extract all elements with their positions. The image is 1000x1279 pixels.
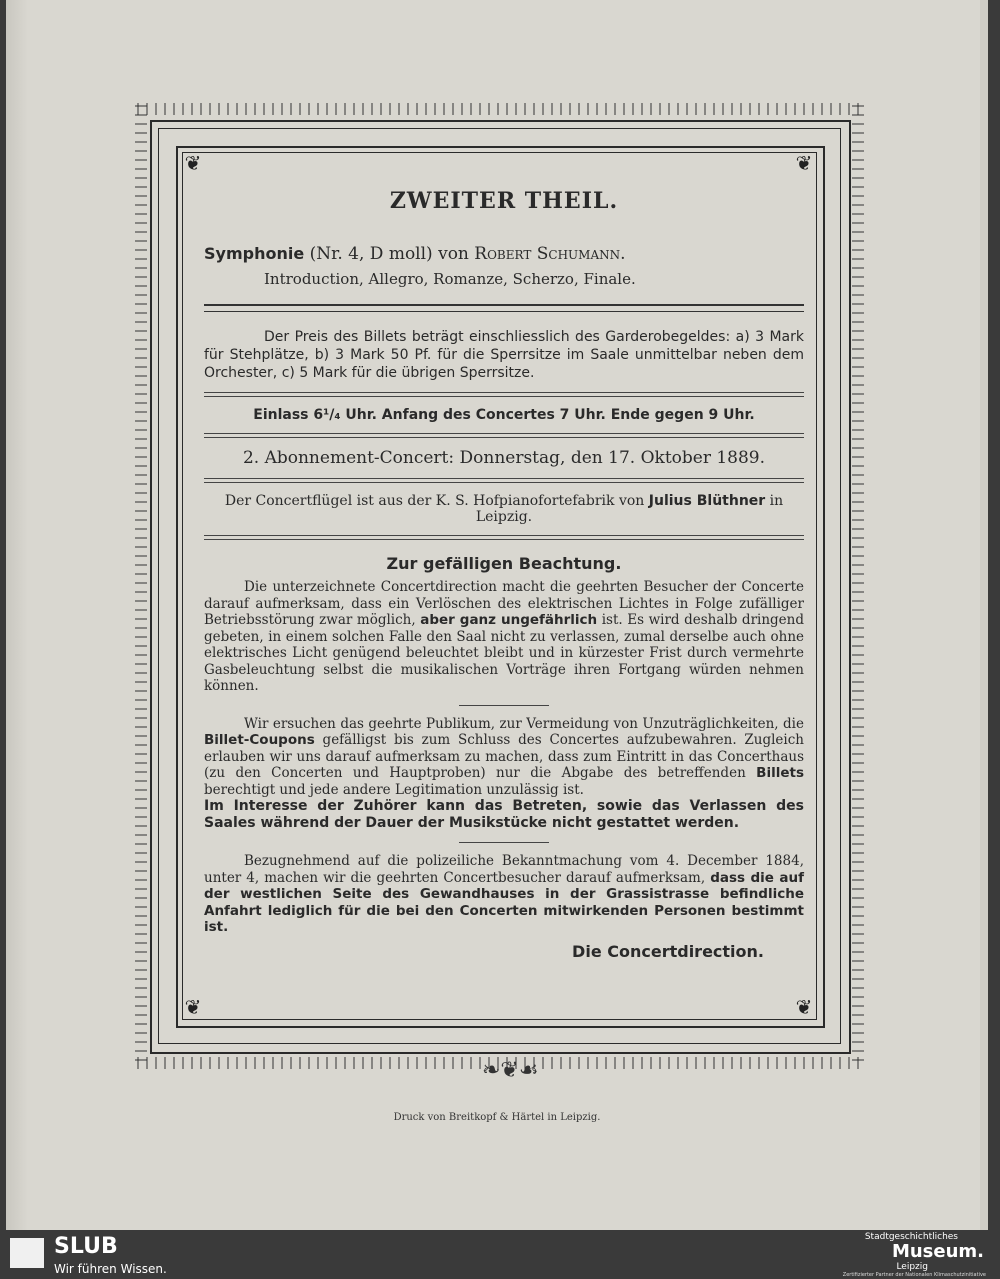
- piano-maker-name: Julius Blüthner: [648, 493, 766, 509]
- text-span: ist. Es wird deshalb dringend gebeten, in einem solchen Falle den Saal nicht zu verlassen, zumal derselbe auch ohne elektrisches Licht genügend beleuchtet bleibt und in kürzester Frist durch vermehrte Gasbeleuchtung selbst die musikalischen Vorträge ihren Fortgang würden nehmen können.: [204, 612, 804, 694]
- movements-list: Introduction, Allegro, Romanze, Scherzo, Finale.: [264, 270, 636, 288]
- corner-ornament-icon: ❦: [795, 995, 813, 1019]
- text-span: Wir ersuchen das geehrte Publikum, zur Vermeidung von Unzuträglichkeiten, die: [244, 715, 804, 732]
- corner-ornament-icon: ❦: [795, 151, 813, 175]
- notice-paragraph-coupons: [204, 716, 804, 799]
- slub-logo-icon: [10, 1238, 44, 1268]
- museum-city: Leipzig: [896, 1262, 928, 1272]
- divider: [204, 304, 804, 312]
- slub-name[interactable]: SLUB: [54, 1234, 118, 1259]
- admission-times: Einlass 6¹/₄ Uhr. Anfang des Concertes 7 Uhr. Ende gegen 9 Uhr.: [253, 407, 755, 423]
- ticket-price-text: Der Preis des Billets beträgt einschliesslich des Garderobegeldes: a) 3 Mark für Stehplätze, b) 3 Mark 50 Pf. für die Sperrsitze im Saale unmittelbar neben dem Orchester, c) 5 Mark für die übrigen Sperrsitze.: [204, 329, 804, 381]
- text-span: berechtigt und jede andere Legitimation unzulässig ist.: [204, 781, 584, 798]
- notice-paragraph-entry: Im Interesse der Zuhörer kann das Betreten, sowie das Verlassen des Saales während der Dauer der Musikstücke nicht gestattet werden.: [204, 798, 804, 831]
- document-page: [6, 0, 988, 1230]
- notice-paragraph-light: [204, 579, 804, 695]
- text-span: gefälligst bis zum Schluss des Concertes aufzubewahren. Zugleich erlauben wir uns darauf aufmerksam zu machen, dass zum Eintritt in das Concerthaus (zu den Concerten und Hauptproben) nur die Abgabe des betreffenden: [204, 732, 804, 781]
- piano-maker-post: in Leipzig.: [475, 493, 784, 525]
- corner-ornament-icon: ❦: [184, 151, 202, 175]
- signature: Die Concertdirection.: [572, 941, 764, 961]
- text-span-bold: aber ganz ungefährlich: [420, 612, 598, 628]
- notice-paragraph-driveway: [204, 853, 804, 936]
- composer-name: Robert Schumann.: [474, 244, 626, 264]
- piano-maker-line: [204, 493, 804, 525]
- divider: [204, 478, 804, 483]
- piano-maker-pre: Der Concertflügel ist aus der K. S. Hofpianofortefabrik von: [224, 493, 645, 509]
- footer-bar: [0, 1230, 1000, 1279]
- museum-partner-note: Zertifizierter Partner der Nationalen Klimaschutzinitiative: [842, 1272, 986, 1278]
- corner-ornament-icon: ❦: [184, 995, 202, 1019]
- museum-name[interactable]: Museum.: [891, 1241, 984, 1262]
- text-span-bold: Billet-Coupons: [204, 732, 315, 748]
- leaf-ornament-icon: ❧❦☙: [482, 1058, 539, 1083]
- symphony-detail: (Nr. 4, D moll) von: [309, 244, 469, 264]
- divider: [204, 433, 804, 438]
- printer-line: Druck von Breitkopf & Härtel in Leipzig.: [393, 1112, 601, 1123]
- subscription-concert-date: 2. Abonnement-Concert: Donnerstag, den 17. Oktober 1889.: [242, 448, 766, 468]
- divider: [204, 535, 804, 540]
- text-span-bold: dass die auf der westlichen Seite des Gewandhauses in der Grassistrasse befindliche Anfahrt lediglich für die bei den Concerten mitwirkenden Personen bestimmt ist.: [204, 869, 805, 935]
- frame-top-ticks: [132, 100, 867, 118]
- symphony-label: Symphonie: [204, 244, 305, 263]
- ornamental-frame: [132, 100, 867, 1083]
- symphony-line: [204, 244, 804, 264]
- short-rule: [459, 842, 549, 843]
- program-content: [204, 188, 804, 961]
- museum-label: Stadtgeschichtliches: [864, 1232, 958, 1242]
- text-span: Bezugnehmend auf die polizeiliche Bekanntmachung vom 4. December 1884, unter 4, machen wir die geehrten Concertbesucher darauf aufmerksam,: [204, 853, 804, 886]
- notice-heading: Zur gefälligen Beachtung.: [386, 554, 622, 573]
- section-title: ZWEITER THEIL.: [389, 188, 619, 214]
- short-rule: [459, 705, 549, 706]
- frame-right-ticks: [849, 100, 867, 1072]
- text-span: Die unterzeichnete Concertdirection macht die geehrten Besucher der Concerte darauf aufmerksam, dass ein Verlöschen des elektrischen Lichtes in Folge zufälliger Betriebsstörung zwar möglich,: [204, 579, 804, 628]
- divider: [204, 392, 804, 397]
- frame-left-ticks: [132, 100, 150, 1072]
- text-span-bold: Billets: [756, 765, 804, 781]
- slub-tagline: Wir führen Wissen.: [54, 1262, 167, 1276]
